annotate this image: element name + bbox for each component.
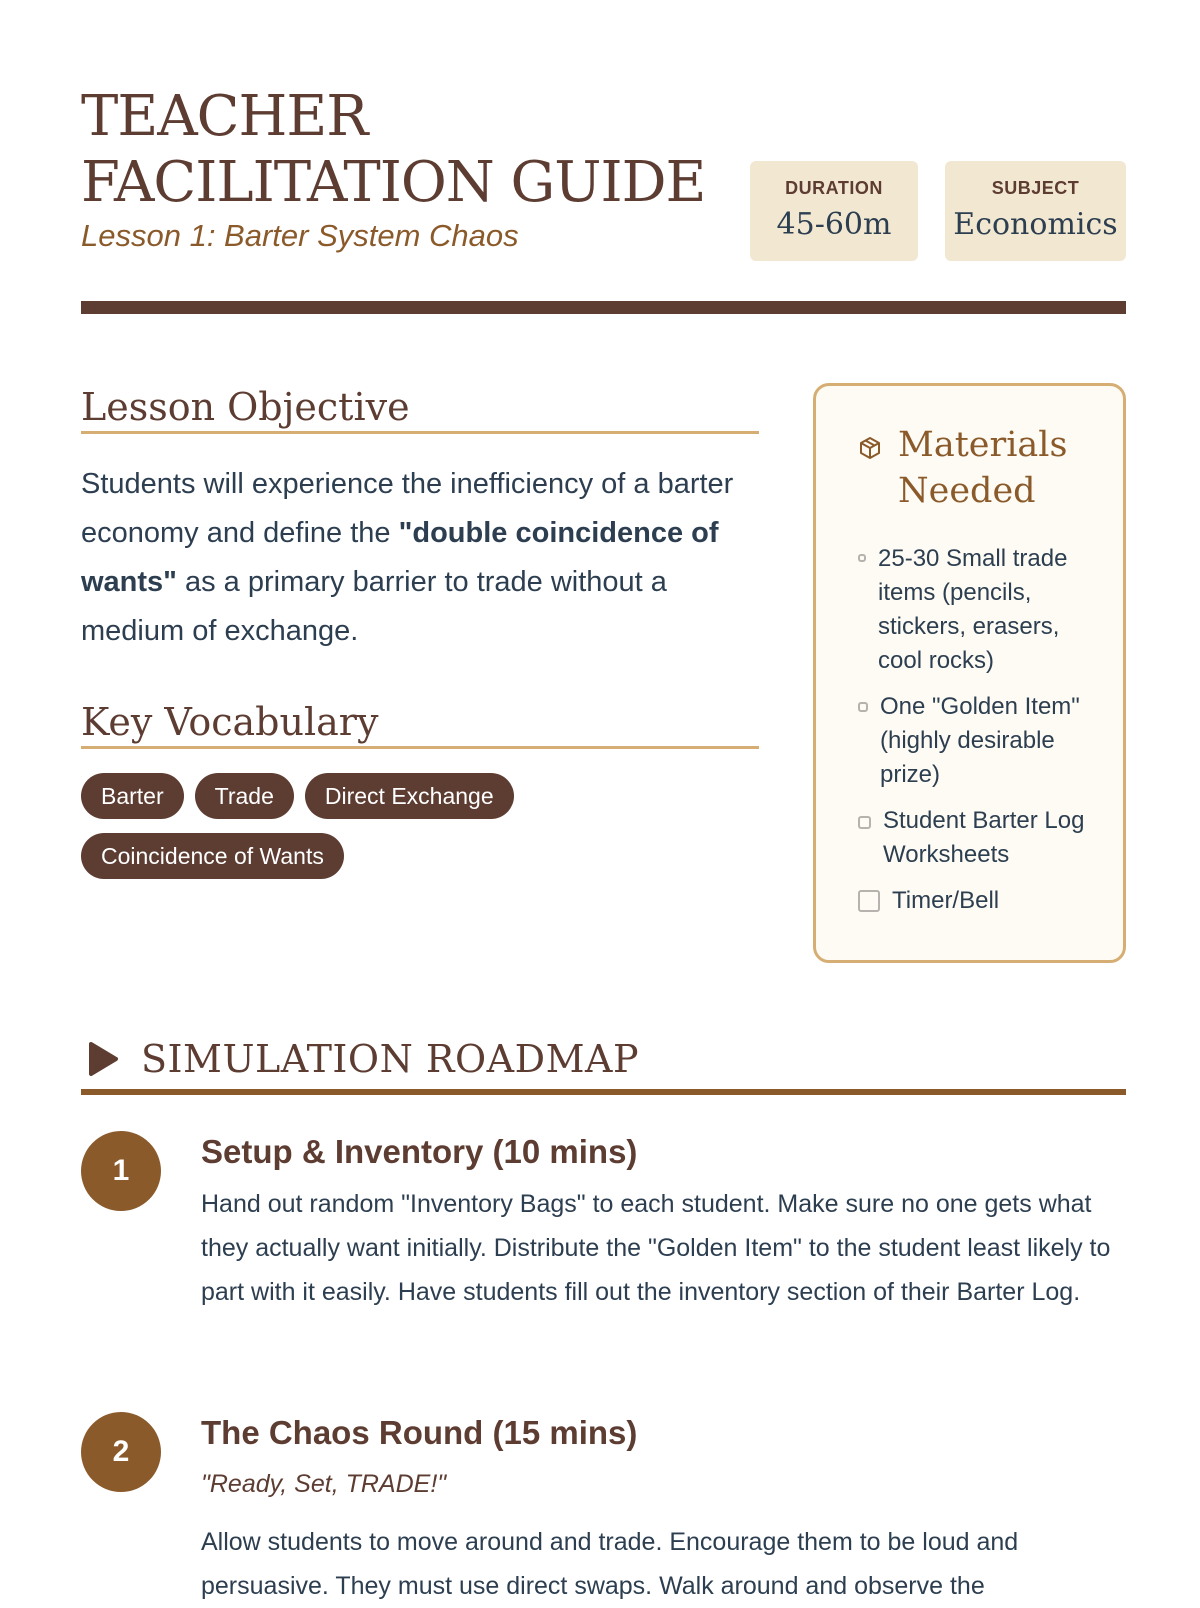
- play-icon: [87, 1041, 119, 1077]
- step-description: Hand out random "Inventory Bags" to each student. Make sure no one gets what they actually want initially. Distribute the "Golden Item" to the student least likely to part with it easily. Have students fill out the inventory section of their Barter Log.: [201, 1190, 1111, 1306]
- objective-text: [81, 460, 761, 656]
- subject-badge: [945, 161, 1126, 261]
- duration-label: DURATION: [785, 178, 883, 198]
- step-title: The Chaos Round (15 mins): [201, 1414, 638, 1451]
- step-quote: "Ready, Set, TRADE!": [201, 1470, 447, 1498]
- subject-label: SUBJECT: [991, 178, 1080, 198]
- material-item: [858, 884, 1093, 918]
- lesson-subtitle: Lesson 1: Barter System Chaos: [81, 218, 519, 253]
- objective-text-before: Students will experience the inefficiency of a barter economy and define the: [81, 468, 734, 549]
- materials-list: [858, 542, 1093, 918]
- objective-heading: Lesson Objective: [81, 385, 759, 434]
- step-description: Allow students to move around and trade. Encourage them to be loud and persuasive. They must use direct swaps. Walk around and observe the: [201, 1528, 1019, 1600]
- checkbox[interactable]: [858, 702, 868, 712]
- material-label: One "Golden Item" (highly desirable prize): [880, 693, 1080, 788]
- duration-badge: [750, 161, 918, 261]
- step-number: 1: [81, 1131, 161, 1211]
- material-item: [858, 804, 1093, 872]
- material-label: 25-30 Small trade items (pencils, stickers, erasers, cool rocks): [878, 545, 1068, 674]
- checkbox[interactable]: [858, 816, 871, 829]
- box-icon: [858, 436, 882, 460]
- material-item: [858, 542, 1093, 678]
- vocabulary-heading: Key Vocabulary: [81, 700, 759, 749]
- subject-value: Economics: [953, 207, 1118, 242]
- checkbox[interactable]: [858, 890, 880, 912]
- objective-key-term: "double coincidence of wants": [81, 517, 719, 598]
- header-divider: [81, 301, 1126, 314]
- roadmap-heading: SIMULATION ROADMAP: [141, 1037, 640, 1081]
- material-item: [858, 690, 1093, 792]
- page-title: TEACHER FACILITATION GUIDE: [81, 84, 706, 215]
- vocab-term: Barter: [81, 773, 184, 819]
- roadmap-header: [81, 1035, 1126, 1095]
- vocab-term: Trade: [195, 773, 294, 819]
- duration-value: 45-60m: [776, 207, 892, 242]
- vocabulary-list: [81, 773, 761, 893]
- material-label: Student Barter Log Worksheets: [883, 807, 1085, 868]
- step-title: Setup & Inventory (10 mins): [201, 1133, 638, 1170]
- checkbox[interactable]: [858, 554, 866, 562]
- step-number: 2: [81, 1412, 161, 1492]
- vocab-term: Direct Exchange: [305, 773, 514, 819]
- materials-heading: Materials Needed: [898, 425, 1068, 511]
- material-label: Timer/Bell: [892, 887, 1000, 914]
- materials-card: [813, 383, 1126, 963]
- vocab-term: Coincidence of Wants: [81, 833, 344, 879]
- objective-text-after: as a primary barrier to trade without a medium of exchange.: [81, 566, 667, 647]
- materials-header: [858, 422, 1093, 514]
